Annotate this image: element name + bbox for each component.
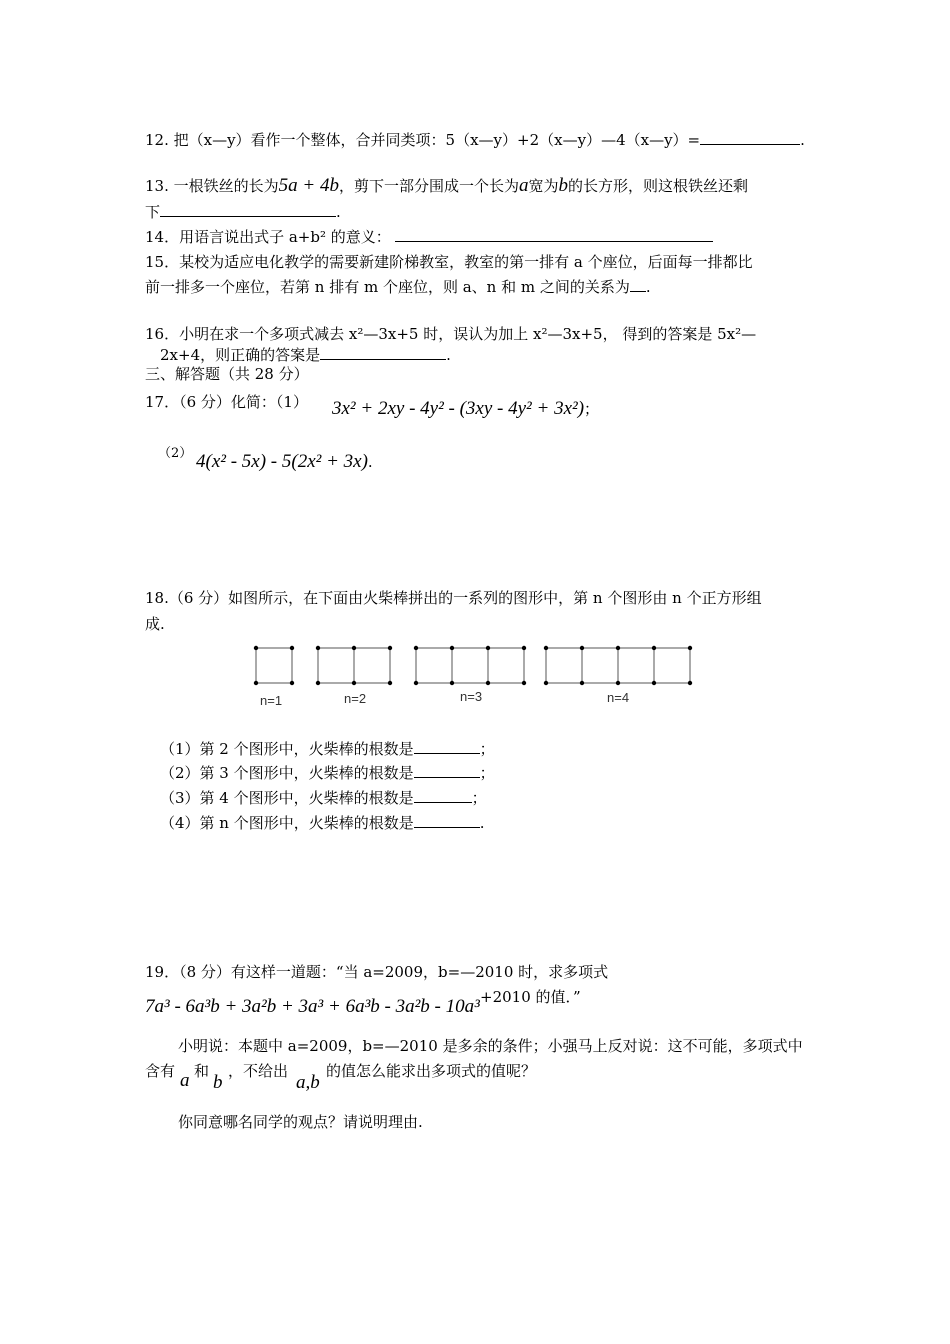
question-15-text: 前一排多一个座位，若第 n 排有 m 个座位，则 a、n 和 m 之间的关系为 bbox=[145, 278, 630, 296]
matchstick-joint bbox=[254, 646, 258, 650]
question-18-item-1 bbox=[160, 739, 495, 759]
punctuation: . bbox=[479, 814, 485, 832]
question-14 bbox=[145, 227, 713, 247]
question-15-line-2 bbox=[145, 277, 651, 297]
part-label: （2） bbox=[158, 446, 193, 461]
answer-blank bbox=[414, 813, 480, 828]
question-14-text: 14．用语言说出式子 a+b² 的意义： bbox=[145, 228, 391, 246]
matchstick-joint bbox=[522, 681, 526, 685]
question-19-text: 小明说：本题中 a=2009，b=—2010 是多余的条件；小强马上反对说：这不可能，多项式中 bbox=[178, 1037, 803, 1055]
matchstick-joint bbox=[290, 681, 294, 685]
period: . bbox=[446, 346, 451, 364]
question-19-text: ，不给出 bbox=[228, 1062, 289, 1080]
question-17-line-1 bbox=[145, 392, 308, 412]
question-15-text: 15．某校为适应电化教学的需要新建阶梯教室，教室的第一排有 a 个座位，后面每一排都比 bbox=[145, 253, 753, 271]
matchstick-joint bbox=[652, 681, 656, 685]
item-text: （3）第 4 个图形中，火柴棒的根数是 bbox=[160, 789, 414, 807]
answer-blank bbox=[700, 130, 800, 145]
matchstick-joint bbox=[388, 646, 392, 650]
figure-label-n4: n=4 bbox=[607, 690, 630, 705]
figure-label-n2: n=2 bbox=[344, 691, 367, 706]
question-17-expr-1 bbox=[332, 399, 599, 419]
question-19-expression-tail bbox=[480, 987, 581, 1007]
question-19-text: 含有 bbox=[145, 1062, 176, 1080]
question-18-item-4 bbox=[160, 813, 485, 833]
punctuation: ； bbox=[471, 789, 487, 807]
matchstick-joint bbox=[254, 681, 258, 685]
period: . bbox=[367, 453, 373, 471]
question-19-line-5 bbox=[178, 1112, 423, 1132]
question-18-text: 成. bbox=[145, 615, 165, 633]
matchstick-figure-1 bbox=[254, 646, 294, 685]
question-16-line-2 bbox=[160, 345, 451, 365]
answer-blank bbox=[395, 227, 713, 242]
question-17-expr-2 bbox=[196, 452, 373, 472]
question-17-label: 17．（6 分）化简：（1） bbox=[145, 393, 308, 411]
matchstick-joint bbox=[688, 681, 692, 685]
question-18-text: 18.（6 分）如图所示，在下面由火柴棒拼出的一系列的图形中，第 n 个图形由 n 个正方形组 bbox=[145, 589, 762, 607]
question-18-item-2 bbox=[160, 763, 495, 783]
period: . bbox=[645, 278, 651, 296]
period: . bbox=[800, 131, 805, 149]
matchstick-figure-4 bbox=[544, 646, 692, 685]
section-heading bbox=[145, 364, 309, 384]
question-19-text: 19．（8 分）有这样一道题：“当 a=2009，b=—2010 时，求多项式 bbox=[145, 963, 609, 981]
matchstick-joint bbox=[486, 646, 490, 650]
semicolon: ； bbox=[584, 400, 600, 418]
matchstick-figure-3 bbox=[414, 646, 526, 685]
item-text: （2）第 3 个图形中，火柴棒的根数是 bbox=[160, 764, 414, 782]
question-12 bbox=[145, 130, 805, 150]
item-text: （4）第 n 个图形中，火柴棒的根数是 bbox=[160, 814, 414, 832]
question-13-text: 宽为 bbox=[528, 177, 559, 195]
matchstick-joint bbox=[486, 681, 490, 685]
question-16-line-1 bbox=[145, 324, 756, 344]
matchstick-joint bbox=[616, 646, 620, 650]
question-16-text: 2x+4，则正确的答案是 bbox=[160, 346, 321, 364]
math-expression: 7a³ - 6a³b + 3a²b + 3a³ + 6a³b - 3a²b - 10a³ bbox=[145, 996, 480, 1017]
matchstick-joint bbox=[290, 646, 294, 650]
matchstick-joint bbox=[580, 646, 584, 650]
question-13-text: 13. 一根铁丝的长为 bbox=[145, 177, 279, 195]
question-12-text: 12. 把（x—y）看作一个整体，合并同类项：5（x—y）+2（x—y）—4（x—y）= bbox=[145, 131, 701, 149]
matchstick-joint bbox=[522, 646, 526, 650]
variable-a: a bbox=[518, 175, 529, 196]
question-18-item-3 bbox=[160, 788, 487, 808]
matchstick-joint bbox=[352, 681, 356, 685]
matchstick-joint bbox=[316, 681, 320, 685]
variable-b: b bbox=[558, 175, 568, 196]
matchstick-joint bbox=[544, 646, 548, 650]
period: . bbox=[336, 203, 341, 221]
answer-blank bbox=[320, 345, 446, 360]
figure-label-n3: n=3 bbox=[460, 689, 483, 704]
matchstick-joint bbox=[316, 646, 320, 650]
question-13-text: 的长方形，则这根铁丝还剩 bbox=[567, 177, 748, 195]
question-19-line-4 bbox=[145, 1061, 175, 1081]
matchstick-figure bbox=[0, 638, 950, 718]
matchstick-joint bbox=[544, 681, 548, 685]
answer-blank bbox=[414, 763, 480, 778]
math-expression: 5a + 4b bbox=[278, 175, 339, 196]
matchstick-joint bbox=[414, 681, 418, 685]
question-16-text: 16．小明在求一个多项式减去 x²—3x+5 时，误认为加上 x²—3x+5， 得到的答案是 5x²— bbox=[145, 325, 757, 343]
question-13-line-1 bbox=[145, 176, 748, 196]
matchstick-joint bbox=[414, 646, 418, 650]
punctuation: ； bbox=[479, 740, 495, 758]
figure-label-n1: n=1 bbox=[260, 693, 283, 708]
matchstick-joint bbox=[652, 646, 656, 650]
matchstick-joint bbox=[450, 646, 454, 650]
variable-a: a bbox=[180, 1070, 190, 1091]
matchstick-joint bbox=[388, 681, 392, 685]
answer-blank bbox=[414, 788, 472, 803]
matchstick-joint bbox=[688, 646, 692, 650]
question-13-line-2 bbox=[145, 202, 341, 222]
question-19-expression bbox=[145, 997, 480, 1017]
question-13-text: ，剪下一部分围成一个长为 bbox=[338, 177, 519, 195]
variables-a-b: a,b bbox=[296, 1072, 320, 1093]
item-text: （1）第 2 个图形中，火柴棒的根数是 bbox=[160, 740, 414, 758]
matchstick-joint bbox=[450, 681, 454, 685]
question-15-line-1 bbox=[145, 252, 753, 272]
answer-blank bbox=[630, 277, 646, 292]
matchstick-joint bbox=[580, 681, 584, 685]
math-expression: 4(x² - 5x) - 5(2x² + 3x) bbox=[196, 451, 368, 472]
matchstick-figure-2 bbox=[316, 646, 392, 685]
question-19-text: +2010 的值．” bbox=[480, 988, 581, 1006]
question-19-text: 的值怎么能求出多项式的值呢？ bbox=[326, 1062, 537, 1080]
question-13-text: 下 bbox=[145, 203, 161, 221]
answer-blank bbox=[160, 202, 336, 217]
math-expression: 3x² + 2xy - 4y² - (3xy - 4y² + 3x²) bbox=[332, 398, 585, 419]
question-17-part-2-label bbox=[158, 442, 192, 464]
question-18-line-1 bbox=[145, 588, 762, 608]
question-19-line-3 bbox=[178, 1036, 803, 1056]
punctuation: ； bbox=[479, 764, 495, 782]
question-19-text: 你同意哪名同学的观点？请说明理由. bbox=[178, 1113, 423, 1131]
question-19-text: 和 bbox=[194, 1062, 210, 1080]
matchstick-joint bbox=[616, 681, 620, 685]
question-18-line-2 bbox=[145, 614, 165, 634]
section-title: 三、解答题（共 28 分） bbox=[145, 365, 309, 383]
question-19-line-1 bbox=[145, 962, 608, 982]
answer-blank bbox=[414, 739, 480, 754]
matchstick-joint bbox=[352, 646, 356, 650]
variable-b: b bbox=[213, 1072, 223, 1093]
